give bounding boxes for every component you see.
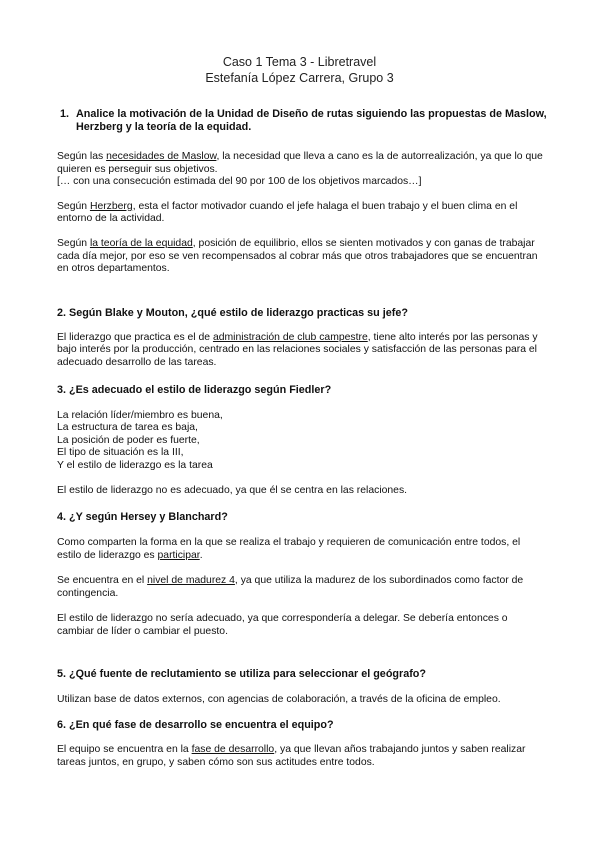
q1-quote-line: [… con una consecución estimada del 90 por 100 de los objetivos marcados…]	[57, 176, 422, 188]
document-body	[57, 108, 547, 769]
text-run: Se encuentra en el	[57, 575, 148, 587]
text-run: , posición de equilibrio, ellos se sienten motivados y con ganas de trabajar cada día mejor, por eso se ven recompensados al cobrar más que otros trabajadores que se encuentran en otros departamentos.	[57, 237, 538, 275]
text-run: .	[199, 549, 203, 561]
text-run: Según	[57, 237, 90, 249]
development-phase-term: fase de desarrollo	[191, 744, 275, 756]
document-title: Caso 1 Tema 3 - Libretravel	[222, 55, 377, 69]
q4-maturity-paragraph	[57, 575, 547, 600]
q4-style-paragraph	[57, 537, 547, 562]
q1-equity-paragraph	[57, 238, 547, 276]
text-run: , esta el factor motivador cuando el jefe halaga el buen trabajo y el buen clima en el entorno de la actividad.	[57, 200, 518, 225]
text-run: , la necesidad que lleva a cano es la de autorrealización, ya que lo que quieren es perseguir sus objetivos.	[57, 151, 543, 175]
text-run: Según	[57, 200, 90, 212]
q6-paragraph	[57, 744, 547, 769]
document-author: Estefanía López Carrera, Grupo 3	[205, 71, 394, 85]
text-run: Según las	[57, 151, 107, 162]
question-2-heading: 2. Según Blake y Mouton, ¿qué estilo de liderazgo practicas su jefe?	[57, 306, 408, 319]
text-run: , ya que llevan años trabajando juntos y saben realizar tareas juntos, en grupo, y saben cómo son sus actitudes entre todos.	[57, 744, 526, 768]
maslow-term: necesidades de Maslow	[106, 151, 217, 162]
question-4-heading: 4. ¿Y según Hersey y Blanchard?	[57, 511, 228, 524]
question-5-heading: 5. ¿Qué fuente de reclutamiento se utiliza para seleccionar el geógrafo?	[57, 667, 426, 680]
document-header	[0, 54, 599, 86]
text-run: Como comparten la forma en la que se realiza el trabajo y requieren de comunicación entre todos, el estilo de liderazgo es	[57, 537, 521, 561]
maturity-level-term: nivel de madurez 4	[147, 575, 235, 587]
q1-herzberg-paragraph	[57, 201, 547, 226]
q1-maslow-paragraph	[57, 151, 547, 176]
equity-term: la teoría de la equidad	[89, 237, 193, 249]
herzberg-term: Herzberg	[89, 200, 133, 212]
participar-term: participar	[157, 549, 200, 561]
text-run: , tiene alto interés por las personas y bajo interés por la producción, centrado en las relaciones sociales y satisfacción de las personas para el adecuado desarrollo de las tareas.	[57, 331, 538, 368]
question-3-heading: 3. ¿Es adecuado el estilo de liderazgo según Fiedler?	[57, 383, 332, 396]
text-run: , ya que utiliza la madurez de los subordinados como factor de contingencia.	[57, 575, 524, 599]
list-item: La relación líder/miembro es buena,	[57, 409, 223, 421]
question-6-heading: 6. ¿En qué fase de desarrollo se encuentra el equipo?	[57, 719, 334, 732]
question-1-number: 1.	[60, 108, 70, 120]
text-run: El equipo se encuentra en la	[57, 744, 192, 756]
question-1-heading	[60, 108, 547, 134]
q2-paragraph	[57, 332, 547, 370]
list-item: Y el estilo de liderazgo es la tarea	[57, 459, 213, 471]
q3-conclusion: El estilo de liderazgo no es adecuado, ya que él se centra en las relaciones.	[57, 484, 408, 496]
question-1-text: Analice la motivación de la Unidad de Diseño de rutas siguiendo las propuestas de Maslow, Herzberg y la teoría de la equidad.	[76, 108, 547, 133]
club-campestre-term: administración de club campestre	[212, 331, 368, 343]
list-item: La posición de poder es fuerte,	[57, 434, 200, 446]
q4-conclusion: El estilo de liderazgo no sería adecuado, ya que correspondería a delegar. Se debería entonces o cambiar de líder o cambiar el puesto.	[57, 613, 508, 638]
fiedler-factors-list	[57, 410, 547, 473]
text-run: El liderazgo que practica es el de	[57, 331, 213, 343]
q5-paragraph: Utilizan base de datos externos, con agencias de colaboración, a través de la oficina de empleo.	[57, 693, 501, 705]
list-item: El tipo de situación es la III,	[57, 447, 184, 459]
list-item: La estructura de tarea es baja,	[57, 422, 198, 434]
